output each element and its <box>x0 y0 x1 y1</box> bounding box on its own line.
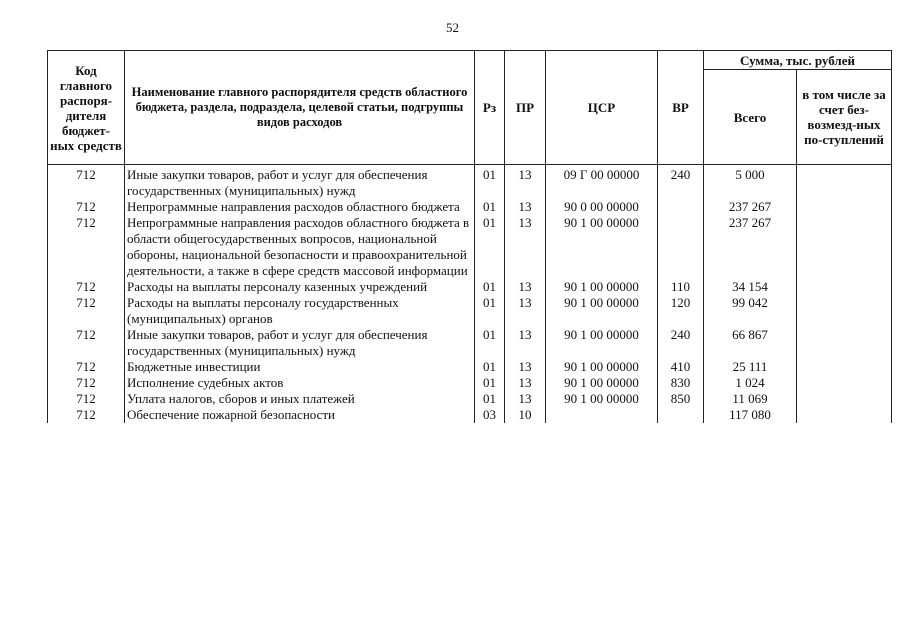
cell-incl <box>797 199 892 215</box>
cell-name: Обеспечение пожарной безопасности <box>125 407 475 423</box>
cell-total: 11 069 <box>704 391 797 407</box>
cell-vr <box>658 215 704 279</box>
cell-csr: 09 Г 00 00000 <box>546 165 658 200</box>
cell-name: Исполнение судебных актов <box>125 375 475 391</box>
cell-rz: 01 <box>475 327 505 359</box>
cell-csr <box>546 407 658 423</box>
cell-csr: 90 1 00 00000 <box>546 279 658 295</box>
cell-vr: 410 <box>658 359 704 375</box>
cell-pr: 13 <box>505 391 546 407</box>
cell-total: 117 080 <box>704 407 797 423</box>
cell-incl <box>797 295 892 327</box>
table-row <box>48 165 892 200</box>
cell-pr: 13 <box>505 215 546 279</box>
cell-vr: 240 <box>658 165 704 200</box>
header-total: Всего <box>704 70 797 165</box>
cell-total: 237 267 <box>704 215 797 279</box>
cell-pr: 13 <box>505 295 546 327</box>
cell-code: 712 <box>48 295 125 327</box>
cell-incl <box>797 215 892 279</box>
cell-vr <box>658 199 704 215</box>
cell-pr: 13 <box>505 359 546 375</box>
cell-csr: 90 1 00 00000 <box>546 295 658 327</box>
header-code: Код главного распоря-дителя бюджет-ных средств <box>48 51 125 165</box>
cell-pr: 13 <box>505 327 546 359</box>
cell-pr: 13 <box>505 279 546 295</box>
cell-code: 712 <box>48 215 125 279</box>
table-row <box>48 215 892 279</box>
cell-total: 237 267 <box>704 199 797 215</box>
cell-incl <box>797 327 892 359</box>
cell-rz: 01 <box>475 391 505 407</box>
table-row <box>48 407 892 423</box>
cell-total: 99 042 <box>704 295 797 327</box>
cell-total: 1 024 <box>704 375 797 391</box>
cell-name: Иные закупки товаров, работ и услуг для обеспечения государственных (муниципальных) нужд <box>125 327 475 359</box>
cell-name: Непрограммные направления расходов областного бюджета в области общегосударственных вопросов, национальной обороны, национальной безопасности и правоохранительной деятельности, а также в сфере средств массовой информации <box>125 215 475 279</box>
cell-incl <box>797 279 892 295</box>
page-number: 52 <box>446 20 459 35</box>
cell-vr: 850 <box>658 391 704 407</box>
cell-name: Расходы на выплаты персоналу казенных учреждений <box>125 279 475 295</box>
cell-vr: 240 <box>658 327 704 359</box>
header-pr: ПР <box>505 51 546 165</box>
cell-rz: 01 <box>475 199 505 215</box>
cell-rz: 01 <box>475 359 505 375</box>
table-row <box>48 279 892 295</box>
cell-code: 712 <box>48 391 125 407</box>
cell-name: Непрограммные направления расходов областного бюджета <box>125 199 475 215</box>
cell-incl <box>797 407 892 423</box>
cell-incl <box>797 359 892 375</box>
header-rz: Рз <box>475 51 505 165</box>
cell-total: 25 111 <box>704 359 797 375</box>
cell-vr: 830 <box>658 375 704 391</box>
header-incl: в том числе за счет без-возмезд-ных по-ступлений <box>797 70 892 165</box>
table-row <box>48 327 892 359</box>
cell-incl <box>797 391 892 407</box>
cell-incl <box>797 165 892 200</box>
cell-vr: 120 <box>658 295 704 327</box>
header-vr: ВР <box>658 51 704 165</box>
cell-code: 712 <box>48 375 125 391</box>
table-row <box>48 391 892 407</box>
cell-rz: 03 <box>475 407 505 423</box>
cell-rz: 01 <box>475 375 505 391</box>
cell-pr: 10 <box>505 407 546 423</box>
cell-rz: 01 <box>475 215 505 279</box>
cell-pr: 13 <box>505 199 546 215</box>
cell-total: 5 000 <box>704 165 797 200</box>
cell-vr <box>658 407 704 423</box>
cell-rz: 01 <box>475 295 505 327</box>
cell-code: 712 <box>48 165 125 200</box>
cell-name: Расходы на выплаты персоналу государственных (муниципальных) органов <box>125 295 475 327</box>
header-csr: ЦСР <box>546 51 658 165</box>
cell-rz: 01 <box>475 279 505 295</box>
cell-name: Иные закупки товаров, работ и услуг для обеспечения государственных (муниципальных) нужд <box>125 165 475 200</box>
cell-vr: 110 <box>658 279 704 295</box>
header-sum-group: Сумма, тыс. рублей <box>704 51 892 70</box>
budget-table <box>47 50 892 423</box>
table-body <box>48 165 892 424</box>
cell-name: Бюджетные инвестиции <box>125 359 475 375</box>
cell-name: Уплата налогов, сборов и иных платежей <box>125 391 475 407</box>
cell-csr: 90 1 00 00000 <box>546 215 658 279</box>
cell-pr: 13 <box>505 165 546 200</box>
cell-pr: 13 <box>505 375 546 391</box>
cell-code: 712 <box>48 199 125 215</box>
cell-rz: 01 <box>475 165 505 200</box>
table-row <box>48 295 892 327</box>
cell-csr: 90 1 00 00000 <box>546 327 658 359</box>
table-row <box>48 199 892 215</box>
table-row <box>48 375 892 391</box>
cell-code: 712 <box>48 279 125 295</box>
cell-csr: 90 1 00 00000 <box>546 359 658 375</box>
cell-incl <box>797 375 892 391</box>
header-name: Наименование главного распорядителя средств областного бюджета, раздела, подраздела, целевой статьи, подгруппы видов расходов <box>125 51 475 165</box>
table-row <box>48 359 892 375</box>
cell-csr: 90 1 00 00000 <box>546 375 658 391</box>
cell-csr: 90 0 00 00000 <box>546 199 658 215</box>
cell-code: 712 <box>48 407 125 423</box>
cell-csr: 90 1 00 00000 <box>546 391 658 407</box>
cell-total: 34 154 <box>704 279 797 295</box>
cell-total: 66 867 <box>704 327 797 359</box>
cell-code: 712 <box>48 359 125 375</box>
cell-code: 712 <box>48 327 125 359</box>
